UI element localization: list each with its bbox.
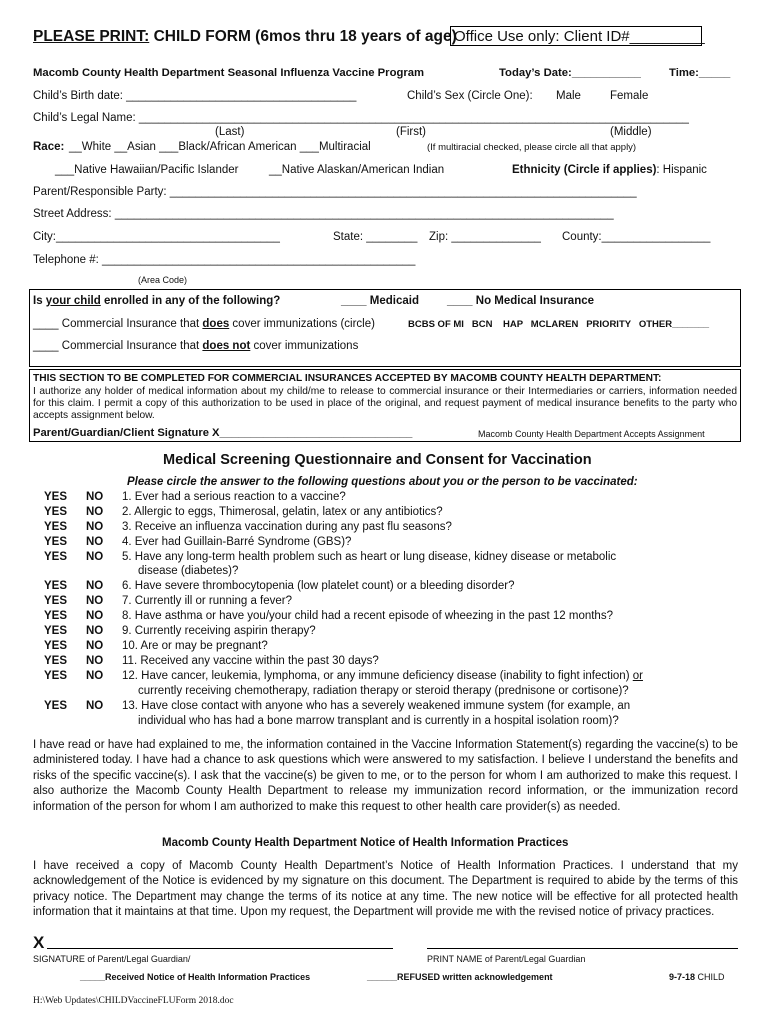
ethnicity-label: Ethnicity (Circle if applies) [512, 164, 657, 176]
child-birth-date-field[interactable]: Child’s Birth date: ____________________________________ [33, 90, 357, 102]
form-title [33, 28, 457, 46]
q4-no[interactable]: NO [86, 536, 104, 548]
no-insurance-option[interactable]: ____ No Medical Insurance [447, 295, 595, 307]
insurance-question-pre: Is [33, 295, 46, 307]
received-notice-option[interactable]: _____Received Notice of Health Information Practices [80, 972, 311, 982]
commercial-covers-pre: ____ Commercial Insurance that [33, 318, 203, 330]
q5-no[interactable]: NO [86, 551, 104, 563]
question-9: 9. Currently receiving aspirin therapy? [122, 625, 316, 637]
parent-responsible-field[interactable]: Parent/Responsible Party: _________________________________________________________________________ [33, 186, 637, 198]
questionnaire-instruction: Please circle the answer to the following questions about you or the person to be vaccinated: [127, 476, 638, 488]
question-7: 7. Currently ill or running a fever? [122, 595, 293, 607]
privacy-title: Macomb County Health Department Notice of Health Information Practices [162, 837, 569, 849]
county-field[interactable]: County:_________________ [562, 231, 711, 243]
q2-yes[interactable]: YES [44, 506, 68, 518]
question-8: 8. Have asthma or have you/your child had a recent episode of wheezing in the past 12 months? [122, 610, 613, 622]
q3-no[interactable]: NO [86, 521, 104, 533]
office-use-client-id[interactable]: Office Use only: Client ID#_________ [450, 26, 702, 46]
commercial-not-pre: ____ Commercial Insurance that [33, 340, 203, 352]
name-middle-caption: (Middle) [610, 126, 652, 138]
commercial-covers-post: cover immunizations (circle) [229, 318, 375, 330]
q2-no[interactable]: NO [86, 506, 104, 518]
question-13: 13. Have close contact with anyone who has a severely weakened immune system (for example, an [122, 700, 631, 712]
race-label: Race: [33, 141, 65, 153]
questionnaire-title: Medical Screening Questionnaire and Consent for Vaccination [163, 452, 592, 468]
q9-no[interactable]: NO [86, 625, 104, 637]
state-field[interactable]: State: ________ [333, 231, 418, 243]
version-label: CHILD [695, 972, 725, 982]
q11-yes[interactable]: YES [44, 655, 68, 667]
question-13-cont: individual who has had a bone marrow transplant and is currently in a hospital isolation room)? [138, 715, 619, 727]
question-12-or: or [632, 670, 643, 682]
question-12-cont: currently receiving chemotherapy, radiation therapy or steroid therapy (prednisone or cortisone)? [138, 685, 629, 697]
q13-yes[interactable]: YES [44, 700, 68, 712]
signature-x-mark: X [33, 933, 45, 952]
question-5: 5. Have any long-term health problem such as heart or lung disease, kidney disease or metabolic [122, 551, 617, 563]
refused-acknowledgement-option[interactable]: ______REFUSED written acknowledgement [367, 972, 553, 982]
program-name: Macomb County Health Department Seasonal Influenza Vaccine Program [33, 67, 425, 79]
question-11: 11. Received any vaccine within the past 30 days? [122, 655, 379, 667]
question-2: 2. Allergic to eggs, Thimerosal, gelatin, latex or any antibiotics? [122, 506, 443, 518]
todays-date-field[interactable]: Today’s Date:___________ [499, 67, 641, 79]
q12-yes[interactable]: YES [44, 670, 68, 682]
question-4: 4. Ever had Guillain-Barré Syndrome (GBS)? [122, 536, 352, 548]
medicaid-option[interactable]: ____ Medicaid [341, 295, 419, 307]
authorization-heading: THIS SECTION TO BE COMPLETED FOR COMMERCIAL INSURANCES ACCEPTED BY MACOMB COUNTY HEALTH DEPARTMENT: [33, 373, 662, 384]
child-legal-name-field[interactable]: Child’s Legal Name: ______________________________________________________________________________________ [33, 112, 689, 124]
race-options-line1[interactable]: __White __Asian ___Black/African American ___Multiracial [69, 141, 371, 153]
signature-line[interactable] [47, 948, 393, 949]
authorization-text: I authorize any holder of medical information about my child/me to release to commercial insurance or their Intermediaries or carriers, information needed for this claim. I permit a copy of this authorization to be used in place of the original, and request payment of medical insurance benefits to the party who accepts assignment below. [33, 386, 737, 422]
name-last-caption: (Last) [215, 126, 245, 138]
title-rest: CHILD FORM (6mos thru 18 years of age) [149, 28, 457, 45]
file-path-footer: H:\Web Updates\CHILDVaccineFLUForm 2018.doc [33, 996, 234, 1006]
q9-yes[interactable]: YES [44, 625, 68, 637]
q7-no[interactable]: NO [86, 595, 104, 607]
insurance-question-emph: your child [45, 295, 101, 307]
q13-no[interactable]: NO [86, 700, 104, 712]
print-name-line[interactable] [427, 948, 738, 949]
insurance-plans-list[interactable]: BCBS OF MI BCN HAP MCLAREN PRIORITY OTHER_______ [408, 319, 710, 330]
commercial-not-covers-option[interactable] [33, 340, 358, 352]
q7-yes[interactable]: YES [44, 595, 68, 607]
q1-yes[interactable]: YES [44, 491, 68, 503]
race-native-hawaiian[interactable]: ___Native Hawaiian/Pacific Islander [55, 164, 239, 176]
consent-paragraph: I have read or have had explained to me, the information contained in the Vaccine Information Statement(s) regarding the vaccine(s) to be administered today. I have had a chance to ask questions which were answered to my satisfaction. I believe I understand the benefits and risks of the specific vaccine(s). I ask that the vaccine(s) be given to me, or to the person for whom I am authorized to make this request. I also authorize the Macomb County Health Department to release my immunization record information, or the immunization record information of the person for whom I am authorized to make this request to other health care provider(s) as needed. [33, 739, 738, 813]
question-6: 6. Have severe thrombocytopenia (low platelet count) or a bleeding disorder? [122, 580, 515, 592]
print-name-caption: PRINT NAME of Parent/Legal Guardian [427, 954, 586, 964]
child-sex-label: Child’s Sex (Circle One): [407, 90, 533, 102]
title-prefix: PLEASE PRINT: [33, 28, 150, 45]
q8-yes[interactable]: YES [44, 610, 68, 622]
q6-no[interactable]: NO [86, 580, 104, 592]
commercial-not-post: cover immunizations [250, 340, 359, 352]
client-signature-field[interactable]: Parent/Guardian/Client Signature X_______________________________ [33, 427, 413, 439]
q5-yes[interactable]: YES [44, 551, 68, 563]
time-field[interactable]: Time:_____ [669, 67, 731, 79]
commercial-covers-emph: does [202, 318, 230, 330]
city-field[interactable]: City:___________________________________ [33, 231, 280, 243]
commercial-covers-option[interactable] [33, 318, 375, 330]
privacy-paragraph: I have received a copy of Macomb County Health Department’s Notice of Health Information Practices. I understand that my acknowledgement of the Notice is evidenced by my signature on this document. The Department is required to abide by the terms of this privacy notice. The Department may change the terms of its notice at any time. The new notice will be effective for all protected health information that it maintains at that time. Upon my request, the Department will provide me with the revised notice of privacy practices. [33, 860, 738, 919]
accepts-assignment-note: Macomb County Health Department Accepts Assignment [478, 429, 705, 439]
q12-no[interactable]: NO [86, 670, 104, 682]
q10-yes[interactable]: YES [44, 640, 68, 652]
zip-field[interactable]: Zip: ______________ [429, 231, 541, 243]
question-12 [122, 670, 643, 682]
q3-yes[interactable]: YES [44, 521, 68, 533]
multiracial-note: (If multiracial checked, please circle all that apply) [427, 142, 637, 153]
signature-caption: SIGNATURE of Parent/Legal Guardian/ [33, 954, 191, 964]
sex-female-option[interactable]: Female [610, 90, 649, 102]
q4-yes[interactable]: YES [44, 536, 68, 548]
version-date: 9-7-18 [669, 972, 696, 982]
q11-no[interactable]: NO [86, 655, 104, 667]
name-first-caption: (First) [396, 126, 427, 138]
insurance-question [33, 295, 280, 307]
ethnicity-value[interactable]: : Hispanic [656, 164, 707, 176]
sex-male-option[interactable]: Male [556, 90, 581, 102]
question-1: 1. Ever had a serious reaction to a vaccine? [122, 491, 346, 503]
question-12-text: 12. Have cancer, leukemia, lymphoma, or any immune deficiency disease (inability to fight infection) [122, 670, 630, 682]
area-code-caption: (Area Code) [138, 275, 188, 285]
question-3: 3. Receive an influenza vaccination during any past flu seasons? [122, 521, 452, 533]
insurance-question-post: enrolled in any of the following? [100, 295, 281, 307]
q6-yes[interactable]: YES [44, 580, 68, 592]
question-5-cont: disease (diabetes)? [138, 565, 239, 577]
q1-no[interactable]: NO [86, 491, 104, 503]
telephone-field[interactable]: Telephone #: _________________________________________________ [33, 254, 416, 266]
q8-no[interactable]: NO [86, 610, 104, 622]
street-address-field[interactable]: Street Address: ______________________________________________________________________________ [33, 208, 614, 220]
question-10: 10. Are or may be pregnant? [122, 640, 268, 652]
q10-no[interactable]: NO [86, 640, 104, 652]
commercial-not-emph: does not [202, 340, 251, 352]
race-native-alaskan[interactable]: __Native Alaskan/American Indian [269, 164, 445, 176]
